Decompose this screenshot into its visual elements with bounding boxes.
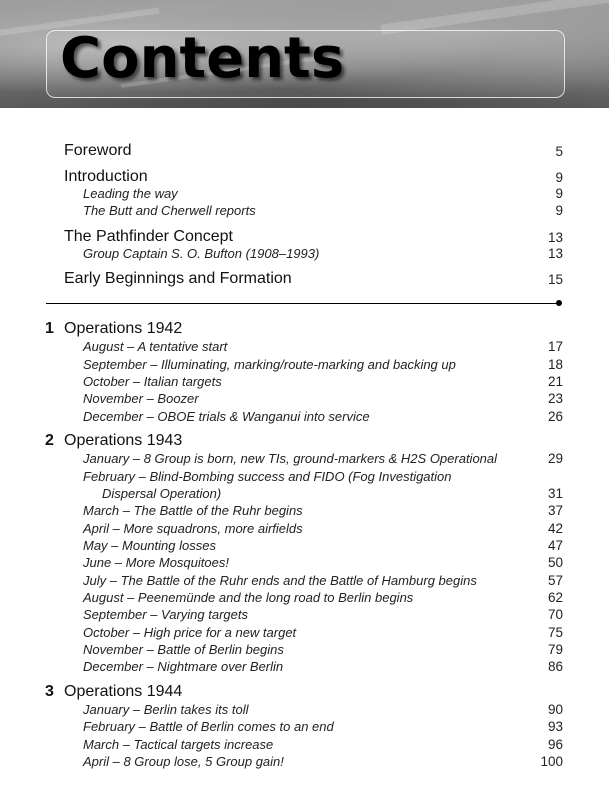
- toc-entry-page: 21: [547, 374, 563, 389]
- toc-subentry[interactable]: [0, 625, 609, 643]
- toc-entry-label: August – A tentative start: [83, 339, 228, 354]
- toc-subentry[interactable]: [0, 737, 609, 755]
- toc-entry-label: September – Illuminating, marking/route-marking and backing up: [83, 357, 456, 372]
- toc-entry-label: Early Beginnings and Formation: [64, 270, 292, 287]
- toc-entry-label: November – Boozer: [83, 391, 199, 406]
- toc-subentry[interactable]: [0, 590, 609, 608]
- toc-entry-page: 26: [547, 409, 563, 424]
- toc-entry-page: 31: [547, 486, 563, 501]
- toc-subentry[interactable]: [0, 754, 609, 772]
- toc-subentry[interactable]: [0, 451, 609, 469]
- toc-entry-page: 70: [547, 607, 563, 622]
- part-heading[interactable]: [0, 320, 609, 338]
- toc-entry[interactable]: [0, 270, 609, 288]
- toc-entry-label: September – Varying targets: [83, 607, 248, 622]
- toc-subentry[interactable]: [0, 409, 609, 427]
- toc-entry-label: Group Captain S. O. Bufton (1908–1993): [83, 246, 320, 261]
- toc-subentry[interactable]: [0, 607, 609, 625]
- toc-entry-page: 42: [547, 521, 563, 536]
- part-number: 2: [45, 432, 54, 449]
- toc-entry-label: Dispersal Operation): [102, 486, 222, 501]
- toc-entry-page: 62: [547, 590, 563, 605]
- toc-entry-label: April – More squadrons, more airfields: [83, 521, 303, 536]
- divider-rule: [46, 303, 560, 304]
- toc-entry-label: October – Italian targets: [83, 374, 222, 389]
- toc-subentry[interactable]: [0, 702, 609, 720]
- toc-subentry[interactable]: [0, 486, 609, 504]
- toc-entry-label: Foreword: [64, 142, 132, 159]
- toc-entry-label: December – Nightmare over Berlin: [83, 659, 284, 674]
- toc-entry-label: The Pathfinder Concept: [64, 228, 233, 245]
- toc-entry-page: 18: [547, 357, 563, 372]
- toc-subentry[interactable]: [0, 246, 609, 264]
- toc-entry-label: June – More Mosquitoes!: [83, 555, 229, 570]
- toc-entry-page: 23: [547, 391, 563, 406]
- toc-entry-label: October – High price for a new target: [83, 625, 297, 640]
- toc-subentry[interactable]: [0, 573, 609, 591]
- toc-entry-label: July – The Battle of the Ruhr ends and the Battle of Hamburg begins: [83, 573, 477, 588]
- toc-entry-page: 9: [555, 170, 563, 185]
- part-title: Operations 1943: [64, 432, 183, 449]
- toc-entry-label: February – Battle of Berlin comes to an end: [83, 719, 334, 734]
- toc-subentry[interactable]: [0, 521, 609, 539]
- toc-entry-label: The Butt and Cherwell reports: [83, 203, 256, 218]
- toc-subentry[interactable]: [0, 538, 609, 556]
- toc-subentry[interactable]: [0, 719, 609, 737]
- toc-entry-page: 86: [547, 659, 563, 674]
- toc-subentry[interactable]: [0, 555, 609, 573]
- toc-entry-page: 47: [547, 538, 563, 553]
- title-banner: [0, 0, 609, 108]
- toc-entry-page: 93: [547, 719, 563, 734]
- toc-entry-label: January – Berlin takes its toll: [83, 702, 249, 717]
- toc-entry-page: 13: [547, 230, 563, 245]
- part-title: Operations 1942: [64, 320, 183, 337]
- toc-entry-page: 90: [547, 702, 563, 717]
- toc-subentry[interactable]: [0, 642, 609, 660]
- toc-entry[interactable]: [0, 228, 609, 246]
- toc-entry-page: 13: [547, 246, 563, 261]
- toc-entry-page: 79: [547, 642, 563, 657]
- toc-entry-label: March – The Battle of the Ruhr begins: [83, 503, 303, 518]
- toc-subentry[interactable]: [0, 391, 609, 409]
- part-title: Operations 1944: [64, 683, 183, 700]
- toc-entry-label: Introduction: [64, 168, 148, 185]
- divider-dot: [556, 300, 562, 306]
- toc-entry-page: 9: [555, 186, 563, 201]
- toc-entry-label: November – Battle of Berlin begins: [83, 642, 284, 657]
- toc-subentry[interactable]: [0, 186, 609, 204]
- toc-entry-label: February – Blind-Bombing success and FIDO (Fog Investigation: [83, 469, 452, 484]
- toc-entry-page: 75: [547, 625, 563, 640]
- toc-entry-page: 29: [547, 451, 563, 466]
- part-heading[interactable]: [0, 683, 609, 701]
- toc-entry-label: May – Mounting losses: [83, 538, 216, 553]
- part-number: 3: [45, 683, 54, 700]
- toc-entry[interactable]: [0, 142, 609, 160]
- toc-entry-label: December – OBOE trials & Wanganui into service: [83, 409, 370, 424]
- toc-entry-label: April – 8 Group lose, 5 Group gain!: [83, 754, 284, 769]
- toc-subentry[interactable]: [0, 203, 609, 221]
- toc-entry-page: 37: [547, 503, 563, 518]
- toc-subentry[interactable]: [0, 469, 609, 487]
- toc-subentry[interactable]: [0, 503, 609, 521]
- toc-subentry[interactable]: [0, 339, 609, 357]
- toc-entry-page: 5: [555, 144, 563, 159]
- part-heading[interactable]: [0, 432, 609, 450]
- toc-subentry[interactable]: [0, 374, 609, 392]
- toc-entry-page: 57: [547, 573, 563, 588]
- toc-subentry[interactable]: [0, 357, 609, 375]
- toc-entry-page: 96: [547, 737, 563, 752]
- toc-entry-page: 100: [540, 754, 563, 769]
- toc-entry-page: 9: [555, 203, 563, 218]
- toc-entry-page: 17: [547, 339, 563, 354]
- part-number: 1: [45, 320, 54, 337]
- toc-entry-label: Leading the way: [83, 186, 178, 201]
- toc-entry-label: March – Tactical targets increase: [83, 737, 274, 752]
- toc-entry-label: August – Peenemünde and the long road to Berlin begins: [83, 590, 414, 605]
- toc-entry[interactable]: [0, 168, 609, 186]
- toc-entry-label: January – 8 Group is born, new TIs, ground-markers & H2S Operational: [83, 451, 498, 466]
- toc-subentry[interactable]: [0, 659, 609, 677]
- toc-entry-page: 50: [547, 555, 563, 570]
- toc-entry-page: 15: [547, 272, 563, 287]
- page-title: Contents: [60, 26, 345, 91]
